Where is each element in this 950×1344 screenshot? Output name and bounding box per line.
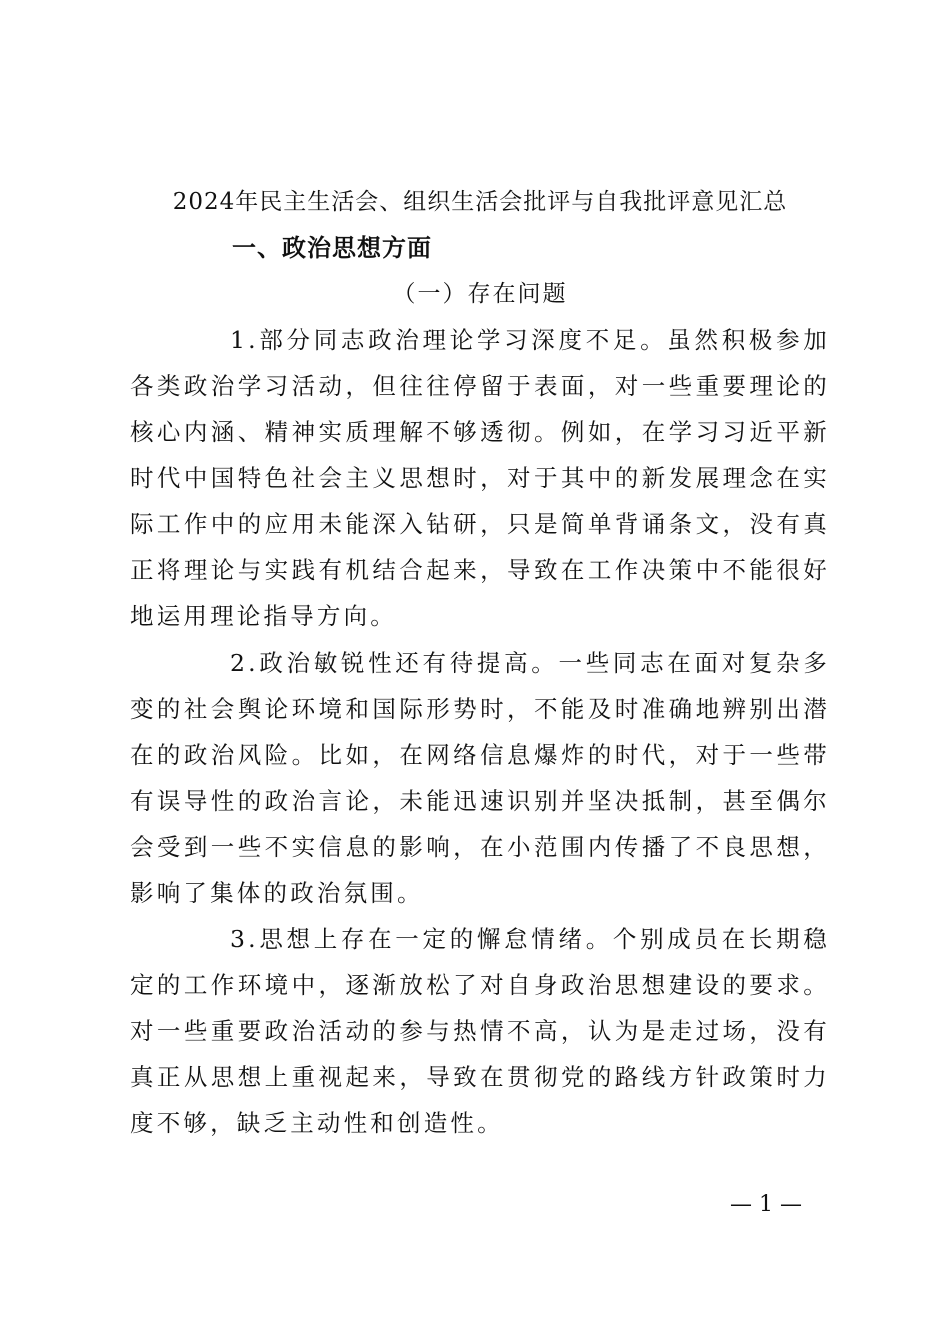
paragraph-2: 2.政治敏锐性还有待提高。一些同志在面对复杂多变的社会舆论环境和国际形势时，不能及时准确地辨别出潜在的政治风险。比如，在网络信息爆炸的时代，对于一些带有误导性的政治言论，未能迅速识别并坚决抵制，甚至偶尔会受到一些不实信息的影响，在小范围内传播了不良思想，影响了集体的政治氛围。: [130, 649, 830, 907]
document-title: 2024年民主生活会、组织生活会批评与自我批评意见汇总: [172, 189, 788, 215]
section-heading: 一、政治思想方面: [232, 234, 432, 262]
paragraph-1: 1.部分同志政治理论学习深度不足。虽然积极参加各类政治学习活动，但往往停留于表面，对一些重要理论的核心内涵、精神实质理解不够透彻。例如，在学习习近平新时代中国特色社会主义思想时，对于其中的新发展理念在实际工作中的应用未能深入钻研，只是简单背诵条文，没有真正将理论与实践有机结合起来，导致在工作决策中不能很好地运用理论指导方向。: [130, 326, 830, 630]
paragraph-3: 3.思想上存在一定的懈怠情绪。个别成员在长期稳定的工作环境中，逐渐放松了对自身政治思想建设的要求。对一些重要政治活动的参与热情不高，认为是走过场，没有真正从思想上重视起来，导致在贯彻党的路线方针政策时力度不够，缺乏主动性和创造性。: [130, 925, 830, 1137]
subsection-heading: （一）存在问题: [392, 281, 568, 307]
page-number: — 1 —: [730, 1192, 802, 1217]
